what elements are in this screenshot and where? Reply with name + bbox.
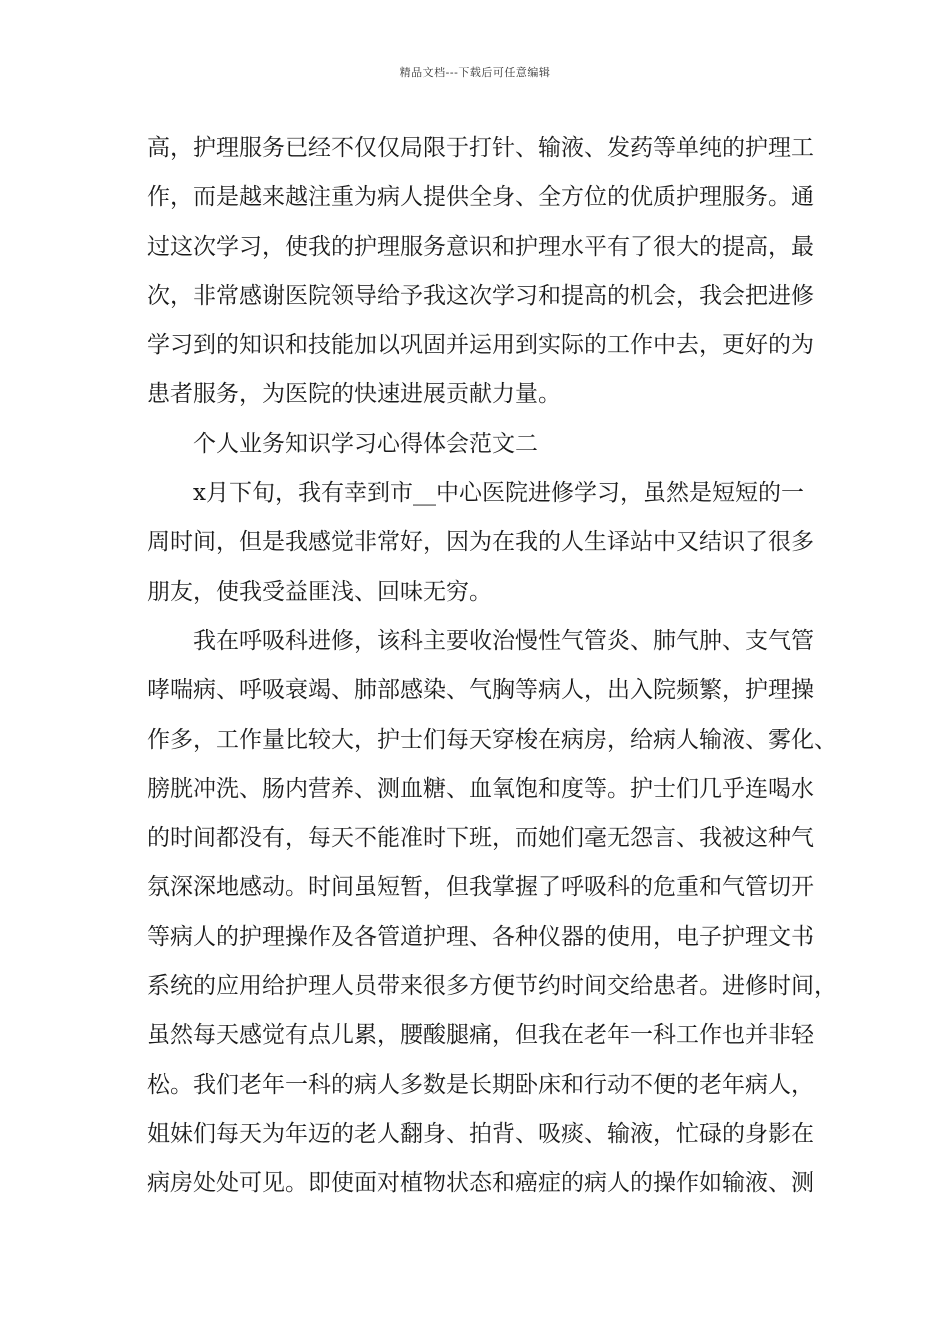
text-line: 我在呼吸科进修，该科主要收治慢性气管炎、肺气肿、支气管: [193, 627, 814, 654]
section-heading: 个人业务知识学习心得体会范文二: [193, 430, 538, 457]
page-header: 精品文档---下载后可任意编辑: [399, 66, 551, 79]
text-line: 的时间都没有，每天不能准时下班，而她们毫无怨言、我被这种气: [147, 825, 814, 852]
text-line: 哮喘病、呼吸衰竭、肺部感染、气胸等病人，出入院频繁，护理操: [147, 677, 814, 704]
text-line: 等病人的护理操作及各管道护理、各种仪器的使用，电子护理文书: [147, 923, 814, 950]
text-line: 过这次学习，使我的护理服务意识和护理水平有了很大的提高，最: [147, 233, 814, 260]
text-line: 朋友，使我受益匪浅、回味无穷。: [147, 578, 492, 605]
text-line: 系统的应用给护理人员带来很多方便节约时间交给患者。进修时间，: [147, 973, 837, 1000]
text-line: 病房处处可见。即使面对植物状态和癌症的病人的操作如输液、测: [147, 1170, 814, 1197]
text-line: 患者服务，为医院的快速进展贡献力量。: [147, 381, 561, 408]
text-line: 高，护理服务已经不仅仅局限于打针、输液、发药等单纯的护理工: [147, 135, 814, 161]
text-line: 学习到的知识和技能加以巩固并运用到实际的工作中去，更好的为: [147, 332, 814, 359]
text-line: 氛深深地感动。时间虽短暂，但我掌握了呼吸科的危重和气管切开: [147, 874, 814, 901]
text-line: 周时间，但是我感觉非常好，因为在我的人生译站中又结识了很多: [147, 529, 814, 556]
text-line: 虽然每天感觉有点儿累，腰酸腿痛，但我在老年一科工作也并非轻: [147, 1022, 814, 1049]
body-text: [147, 124, 837, 1209]
text-line: 膀胱冲洗、肠内营养、测血糖、血氧饱和度等。护士们几乎连喝水: [147, 775, 814, 802]
text-line: 作，而是越来越注重为病人提供全身、全方位的优质护理服务。通: [147, 184, 814, 211]
text-line: 姐妹们每天为年迈的老人翻身、拍背、吸痰、输液，忙碌的身影在: [147, 1120, 814, 1147]
text-line: 松。我们老年一科的病人多数是长期卧床和行动不便的老年病人，: [147, 1071, 814, 1098]
text-line: 次，非常感谢医院领导给予我这次学习和提高的机会，我会把进修: [147, 282, 814, 309]
text-line: x月下旬，我有幸到市__中心医院进修学习，虽然是短短的一: [193, 480, 804, 507]
text-line: 作多，工作量比较大，护士们每天穿梭在病房，给病人输液、雾化、: [147, 726, 837, 753]
